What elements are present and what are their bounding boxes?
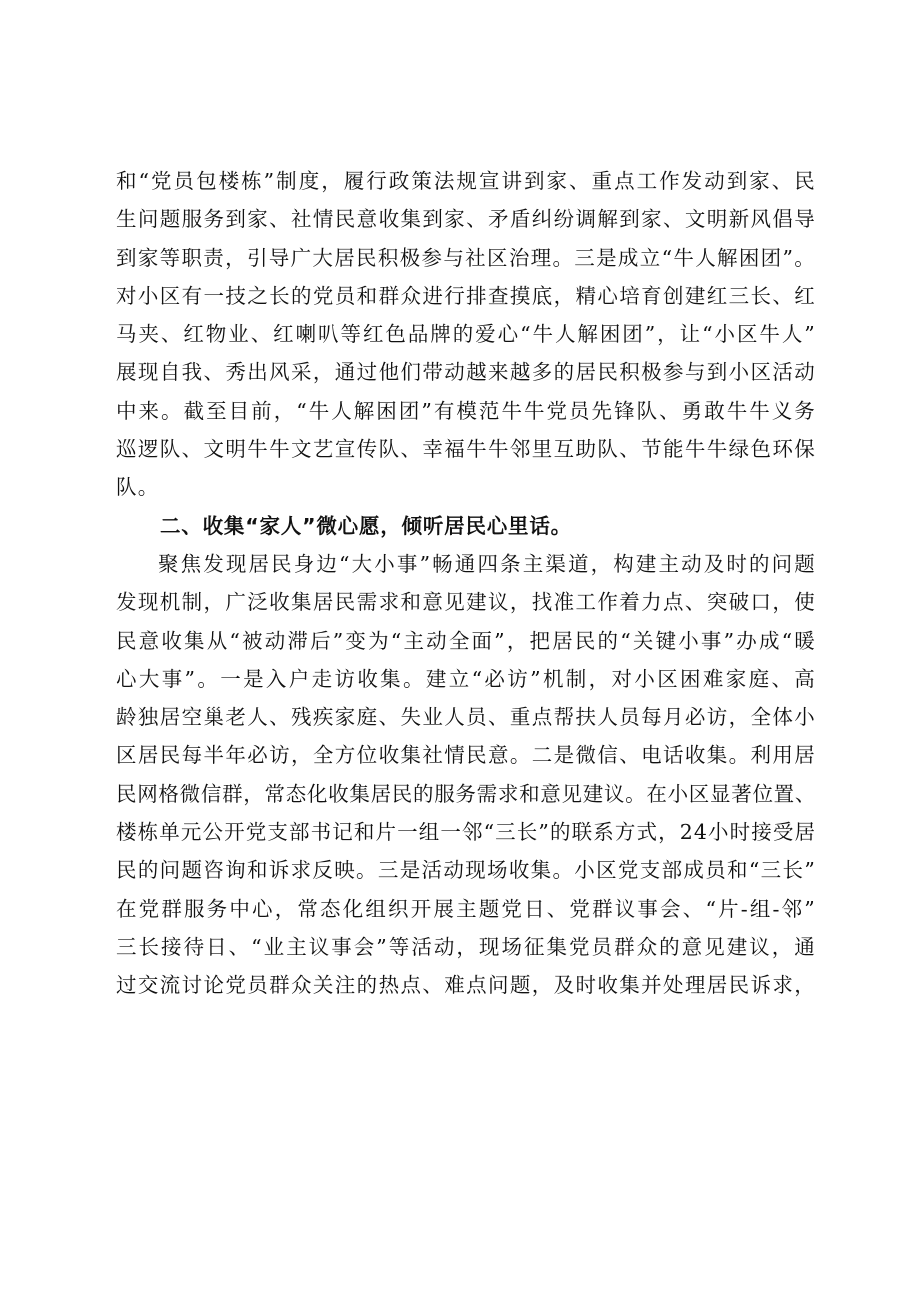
section-heading: 二、收集“家人”微心愿，倾听居民心里话。: [160, 513, 572, 538]
text-line: 民意收集从“被动滞后”变为“主动全面”，把居民的“关键小事”办成“暖: [116, 628, 816, 653]
text-line: 到家等职责，引导广大居民积极参与社区治理。三是成立“牛人解困团”。: [116, 245, 816, 270]
text-line: 和“党员包楼栋”制度，履行政策法规宣讲到家、重点工作发动到家、民: [116, 169, 816, 193]
text-line: 过交流讨论党员群众关注的热点、难点问题，及时收集并处理居民诉求，: [116, 973, 816, 998]
paragraph-1: [116, 162, 816, 507]
text-line: 马夹、红物业、红喇叭等红色品牌的爱心“牛人解困团”，让“小区牛人”: [116, 322, 816, 347]
text-line: 巡逻队、文明牛牛文艺宣传队、幸福牛牛邻里互助队、节能牛牛绿色环保: [116, 437, 816, 462]
text-line: 发现机制，广泛收集居民需求和意见建议，找准工作着力点、突破口，使: [116, 590, 816, 615]
text-line: 展现自我、秀出风采，通过他们带动越来越多的居民积极参与到小区活动: [116, 360, 816, 385]
text-line: 民网格微信群，常态化收集居民的服务需求和意见建议。在小区显著位置、: [116, 781, 816, 806]
text-line: 区居民每半年必访，全方位收集社情民意。二是微信、电话收集。利用居: [116, 743, 816, 768]
text-line: 楼栋单元公开党支部书记和片一组一邻“三长”的联系方式，24小时接受居: [116, 820, 816, 845]
text-line: 龄独居空巢老人、残疾家庭、失业人员、重点帮扶人员每月必访，全体小: [116, 705, 816, 730]
text-line: 聚焦发现居民身边“大小事”畅通四条主渠道，构建主动及时的问题: [158, 551, 816, 576]
text-line: 心大事”。一是入户走访收集。建立“必访”机制，对小区困难家庭、高: [116, 666, 816, 691]
paragraph-2: [116, 545, 816, 1005]
document-body: [116, 162, 816, 1005]
text-line: 在党群服务中心，常态化组织开展主题党日、党群议事会、“片-组-邻”: [116, 896, 816, 921]
text-line: 三长接待日、“业主议事会”等活动，现场征集党员群众的意见建议，通: [116, 934, 816, 959]
text-line: 生问题服务到家、社情民意收集到家、矛盾纠纷调解到家、文明新风倡导: [116, 207, 816, 232]
text-line: 队。: [116, 475, 160, 500]
text-line: 对小区有一技之长的党员和群众进行排查摸底，精心培育创建红三长、红: [116, 283, 816, 308]
text-line: 民的问题咨询和诉求反映。三是活动现场收集。小区党支部成员和“三长”: [116, 858, 816, 883]
text-line: 中来。截至目前，“牛人解困团”有模范牛牛党员先锋队、勇敢牛牛义务: [116, 398, 816, 423]
